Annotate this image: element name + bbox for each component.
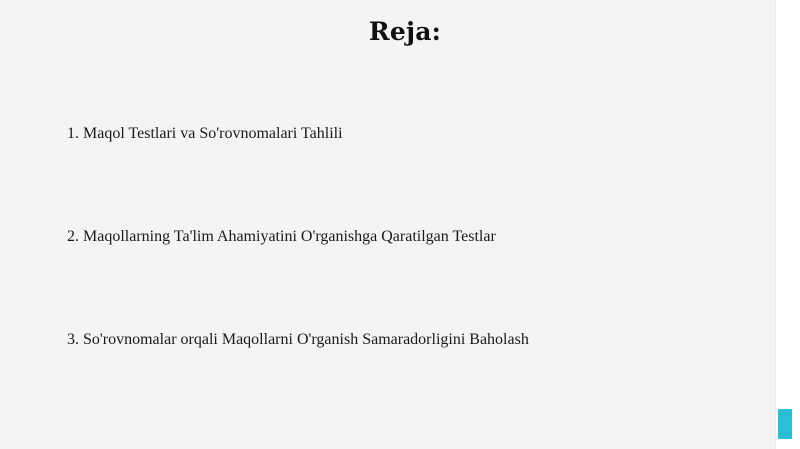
plan-item-text: So'rovnomalar orqali Maqollarni O'rganish Samaradorligini Baholash	[83, 331, 529, 348]
plan-item	[67, 228, 496, 246]
plan-item-number: 3.	[67, 331, 79, 348]
scrollbar-track[interactable]	[775, 0, 800, 449]
slide-title: Reja:	[368, 17, 442, 46]
plan-item-text: Maqol Testlari va So'rovnomalari Tahlili	[83, 125, 343, 142]
plan-item-text: Maqollarning Ta'lim Ahamiyatini O'rganishga Qaratilgan Testlar	[83, 228, 496, 245]
scrollbar-thumb[interactable]	[778, 409, 792, 439]
plan-item	[67, 125, 343, 143]
plan-item-number: 2.	[67, 228, 79, 245]
plan-item	[67, 331, 529, 349]
plan-item-number: 1.	[67, 125, 79, 142]
